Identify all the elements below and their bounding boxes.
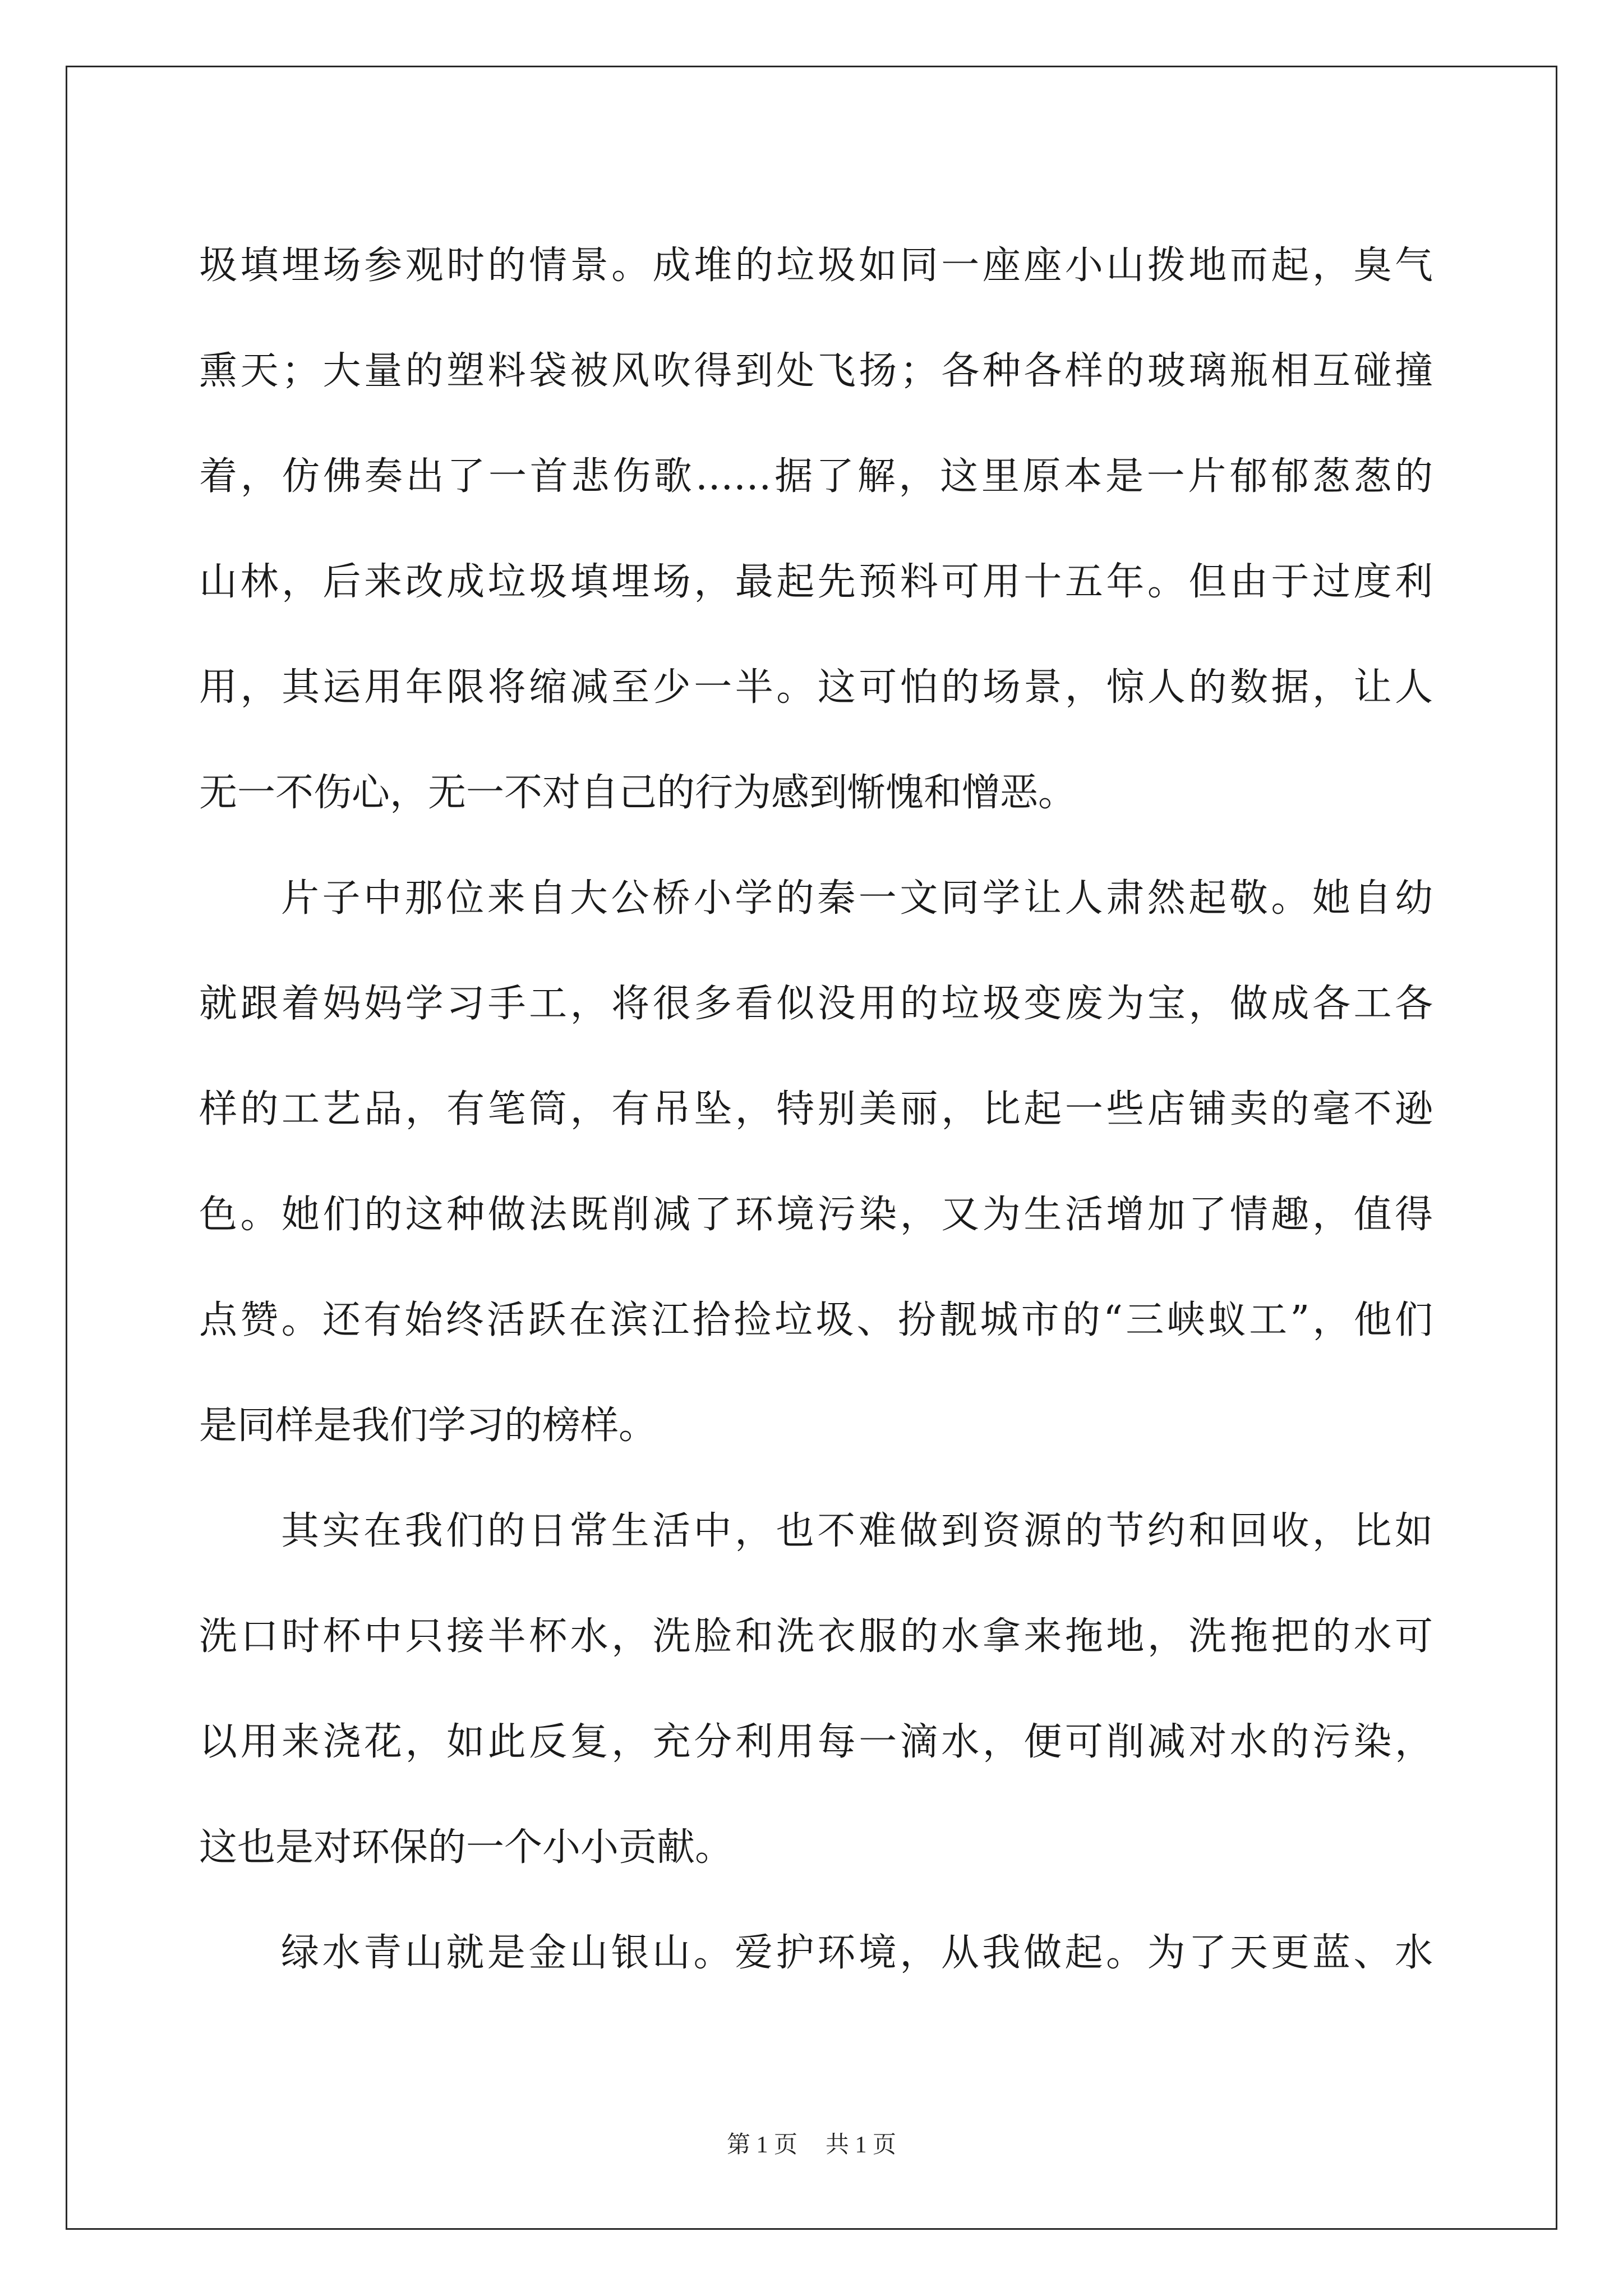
text-line: 着，仿佛奏出了一首悲伤歌……据了解，这里原本是一片郁郁葱葱的	[199, 454, 1433, 499]
text-line: 这也是对环保的一个小小贡献。	[199, 1825, 734, 1870]
text-line: 样的工艺品，有笔筒，有吊坠，特别美丽，比起一些店铺卖的毫不逊	[199, 1087, 1433, 1131]
text-line: 无一不伤心，无一不对自己的行为感到惭愧和憎恶。	[199, 771, 1077, 815]
text-line: 是同样是我们学习的榜样。	[199, 1404, 657, 1448]
paragraph-1	[199, 213, 1433, 846]
paragraph-3	[199, 1479, 1433, 1901]
paragraph-2	[199, 846, 1433, 1479]
text-line: 点赞。还有始终活跃在滨江拾捡垃圾、扮靓城市的“三峡蚁工”，他们	[199, 1298, 1433, 1342]
document-body	[199, 213, 1433, 2006]
text-line: 片子中那位来自大公桥小学的秦一文同学让人肃然起敬。她自幼	[281, 876, 1433, 921]
paragraph-4	[199, 1901, 1433, 2006]
text-line: 用，其运用年限将缩减至少一半。这可怕的场景，惊人的数据，让人	[199, 665, 1433, 710]
text-line: 以用来浇花，如此反复，充分利用每一滴水，便可削减对水的污染，	[199, 1720, 1433, 1764]
page-number: 第 1 页	[726, 2132, 797, 2158]
text-line: 洗口时杯中只接半杯水，洗脸和洗衣服的水拿来拖地，洗拖把的水可	[199, 1614, 1433, 1659]
text-line: 其实在我们的日常生活中，也不难做到资源的节约和回收，比如	[281, 1509, 1433, 1553]
page-total: 共 1 页	[826, 2132, 897, 2158]
page-footer	[0, 2126, 1623, 2160]
text-line: 绿水青山就是金山银山。爱护环境，从我做起。为了天更蓝、水	[281, 1931, 1433, 1975]
text-line: 山林，后来改成垃圾填埋场，最起先预料可用十五年。但由于过度利	[199, 560, 1433, 604]
text-line: 圾填埋场参观时的情景。成堆的垃圾如同一座座小山拨地而起，臭气	[199, 243, 1433, 288]
text-line: 色。她们的这种做法既削减了环境污染，又为生活增加了情趣，值得	[199, 1193, 1433, 1237]
text-line: 熏天；大量的塑料袋被风吹得到处飞扬；各种各样的玻璃瓶相互碰撞	[199, 349, 1433, 393]
text-line: 就跟着妈妈学习手工，将很多看似没用的垃圾变废为宝，做成各工各	[199, 982, 1433, 1026]
